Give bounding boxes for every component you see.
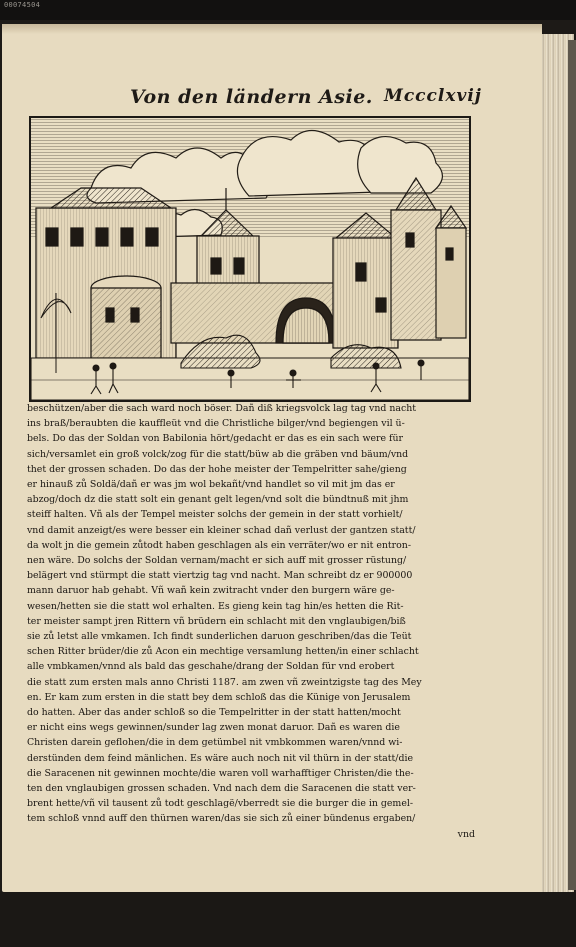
running-head-title: Von den ländern Asie. [130, 86, 373, 108]
text-line: er nicht eins wegs gewinnen/sunder lag zwen monat daruor. Dañ es waren die [27, 722, 400, 734]
text-line: schen Ritter brüder/die zů Acon ein mechtige versamlung hetten/in einer schlacht [27, 646, 419, 658]
scan-id-label: 00074504 [4, 1, 41, 9]
text-line: die statt zum ersten mals anno Christi 1187. am zwen vñ zweintzigste tag des Mey [27, 676, 422, 688]
text-line: die Saracenen nit gewinnen mochte/die waren voll warhafftiger Christen/die the- [27, 767, 414, 779]
bridge-gate [171, 283, 346, 343]
text-line: bels. Do das der Soldan von Babilonia hört/gedacht er das es ein sach were für [27, 433, 404, 445]
text-line: nen wäre. Do solchs der Soldan vernam/macht er sich auff mit grosser rüstung/ [27, 555, 407, 567]
text-line: sie zů letst alle vmkamen. Ich findt sunderlichen daruon geschriben/das die Teüt [27, 631, 412, 643]
text-line: tem schloß vnnd auff den thürnen waren/das sie sich zů einer bündenus ergaben/ [27, 813, 416, 825]
text-line: do hatten. Aber das ander schloß so die Tempelritter in der statt hatten/mocht [27, 707, 401, 719]
woodcut-illustration [29, 116, 471, 402]
left-castle [36, 188, 176, 358]
woodcut-city-image [31, 118, 469, 400]
text-line: ter meister sampt jren Rittern vñ brüdern ein schlacht mit den vnglaubigen/biß [27, 615, 406, 627]
scan-top-bar [0, 0, 576, 20]
text-line: ten den vnglaubigen grossen schaden. Vnd nach dem die Saracenen die statt ver- [27, 783, 416, 795]
text-line: vnd damit anzeigt/es were besser ein kleiner schad dañ verlust der gantzen statt/ [27, 524, 416, 536]
text-line: thet der grossen schaden. Do das der hohe meister der Tempelritter sahe/gieng [27, 463, 407, 475]
text-line: brent hette/vñ vil tausent zů todt geschlagë/vberredt sie die burger die in gemel- [27, 798, 414, 810]
text-line: da wolt jn die gemein zůtodt haben geschlagen als ein verräter/wo er nit entron- [27, 539, 411, 551]
text-line: abzog/doch dz die statt solt ein genant gelt legen/vnd solt die bündtnuß mit jhm [27, 494, 409, 506]
page-top-shadow [2, 24, 542, 34]
body-text [27, 401, 477, 842]
text-line: mann daruor hab gehabt. Vñ wañ kein zwitracht vnder den burgern wäre ge- [27, 585, 395, 597]
folio-number: Mccclxvij [384, 86, 482, 106]
text-line: beschützen/aber die sach ward noch böser. Dañ diß kriegsvolck lag tag vnd nacht [27, 403, 417, 414]
text-line: belägert vnd stürmpt die statt viertzig tag vnd nacht. Man schreibt dz er 900000 [27, 570, 413, 582]
text-line: steiff halten. Vñ als der Tempel meister solchs der gemein in der statt vorhielt/ [27, 509, 403, 521]
text-line: derstünden dem feind mänlichen. Es wäre auch noch nit vil thürn in der statt/die [27, 752, 413, 764]
text-line: er hinauß zů Soldä/dañ er was jm wol bekañt/vnd handlet so vil mit jm das er [27, 479, 395, 491]
catchword: vnd [457, 828, 475, 840]
text-line: en. Er kam zum ersten in die statt bey dem schloß das die Künige von Jerusalem [27, 691, 411, 703]
text-line: Christen darein geflohen/die in dem getümbel nit vmbkommen waren/vnnd wi- [27, 737, 403, 749]
book-edge-shadow [568, 40, 576, 890]
text-line: alle vmbkamen/vnnd als bald das geschahe/drang der Soldan für vnd erobert [27, 661, 395, 673]
scan-bottom-area [0, 892, 576, 947]
text-line: sich/versamlet ein groß volck/zog für die statt/büw ab die gräben vnd bäum/vnd [27, 448, 409, 460]
text-line: wesen/hetten sie die statt wol erhalten. Es gieng kein tag hin/es hetten die Rit- [27, 600, 404, 612]
text-line: ins braß/beraubten die kauffleüt vnd die Christliche bilger/vnd begiengen vil ü- [27, 418, 405, 430]
